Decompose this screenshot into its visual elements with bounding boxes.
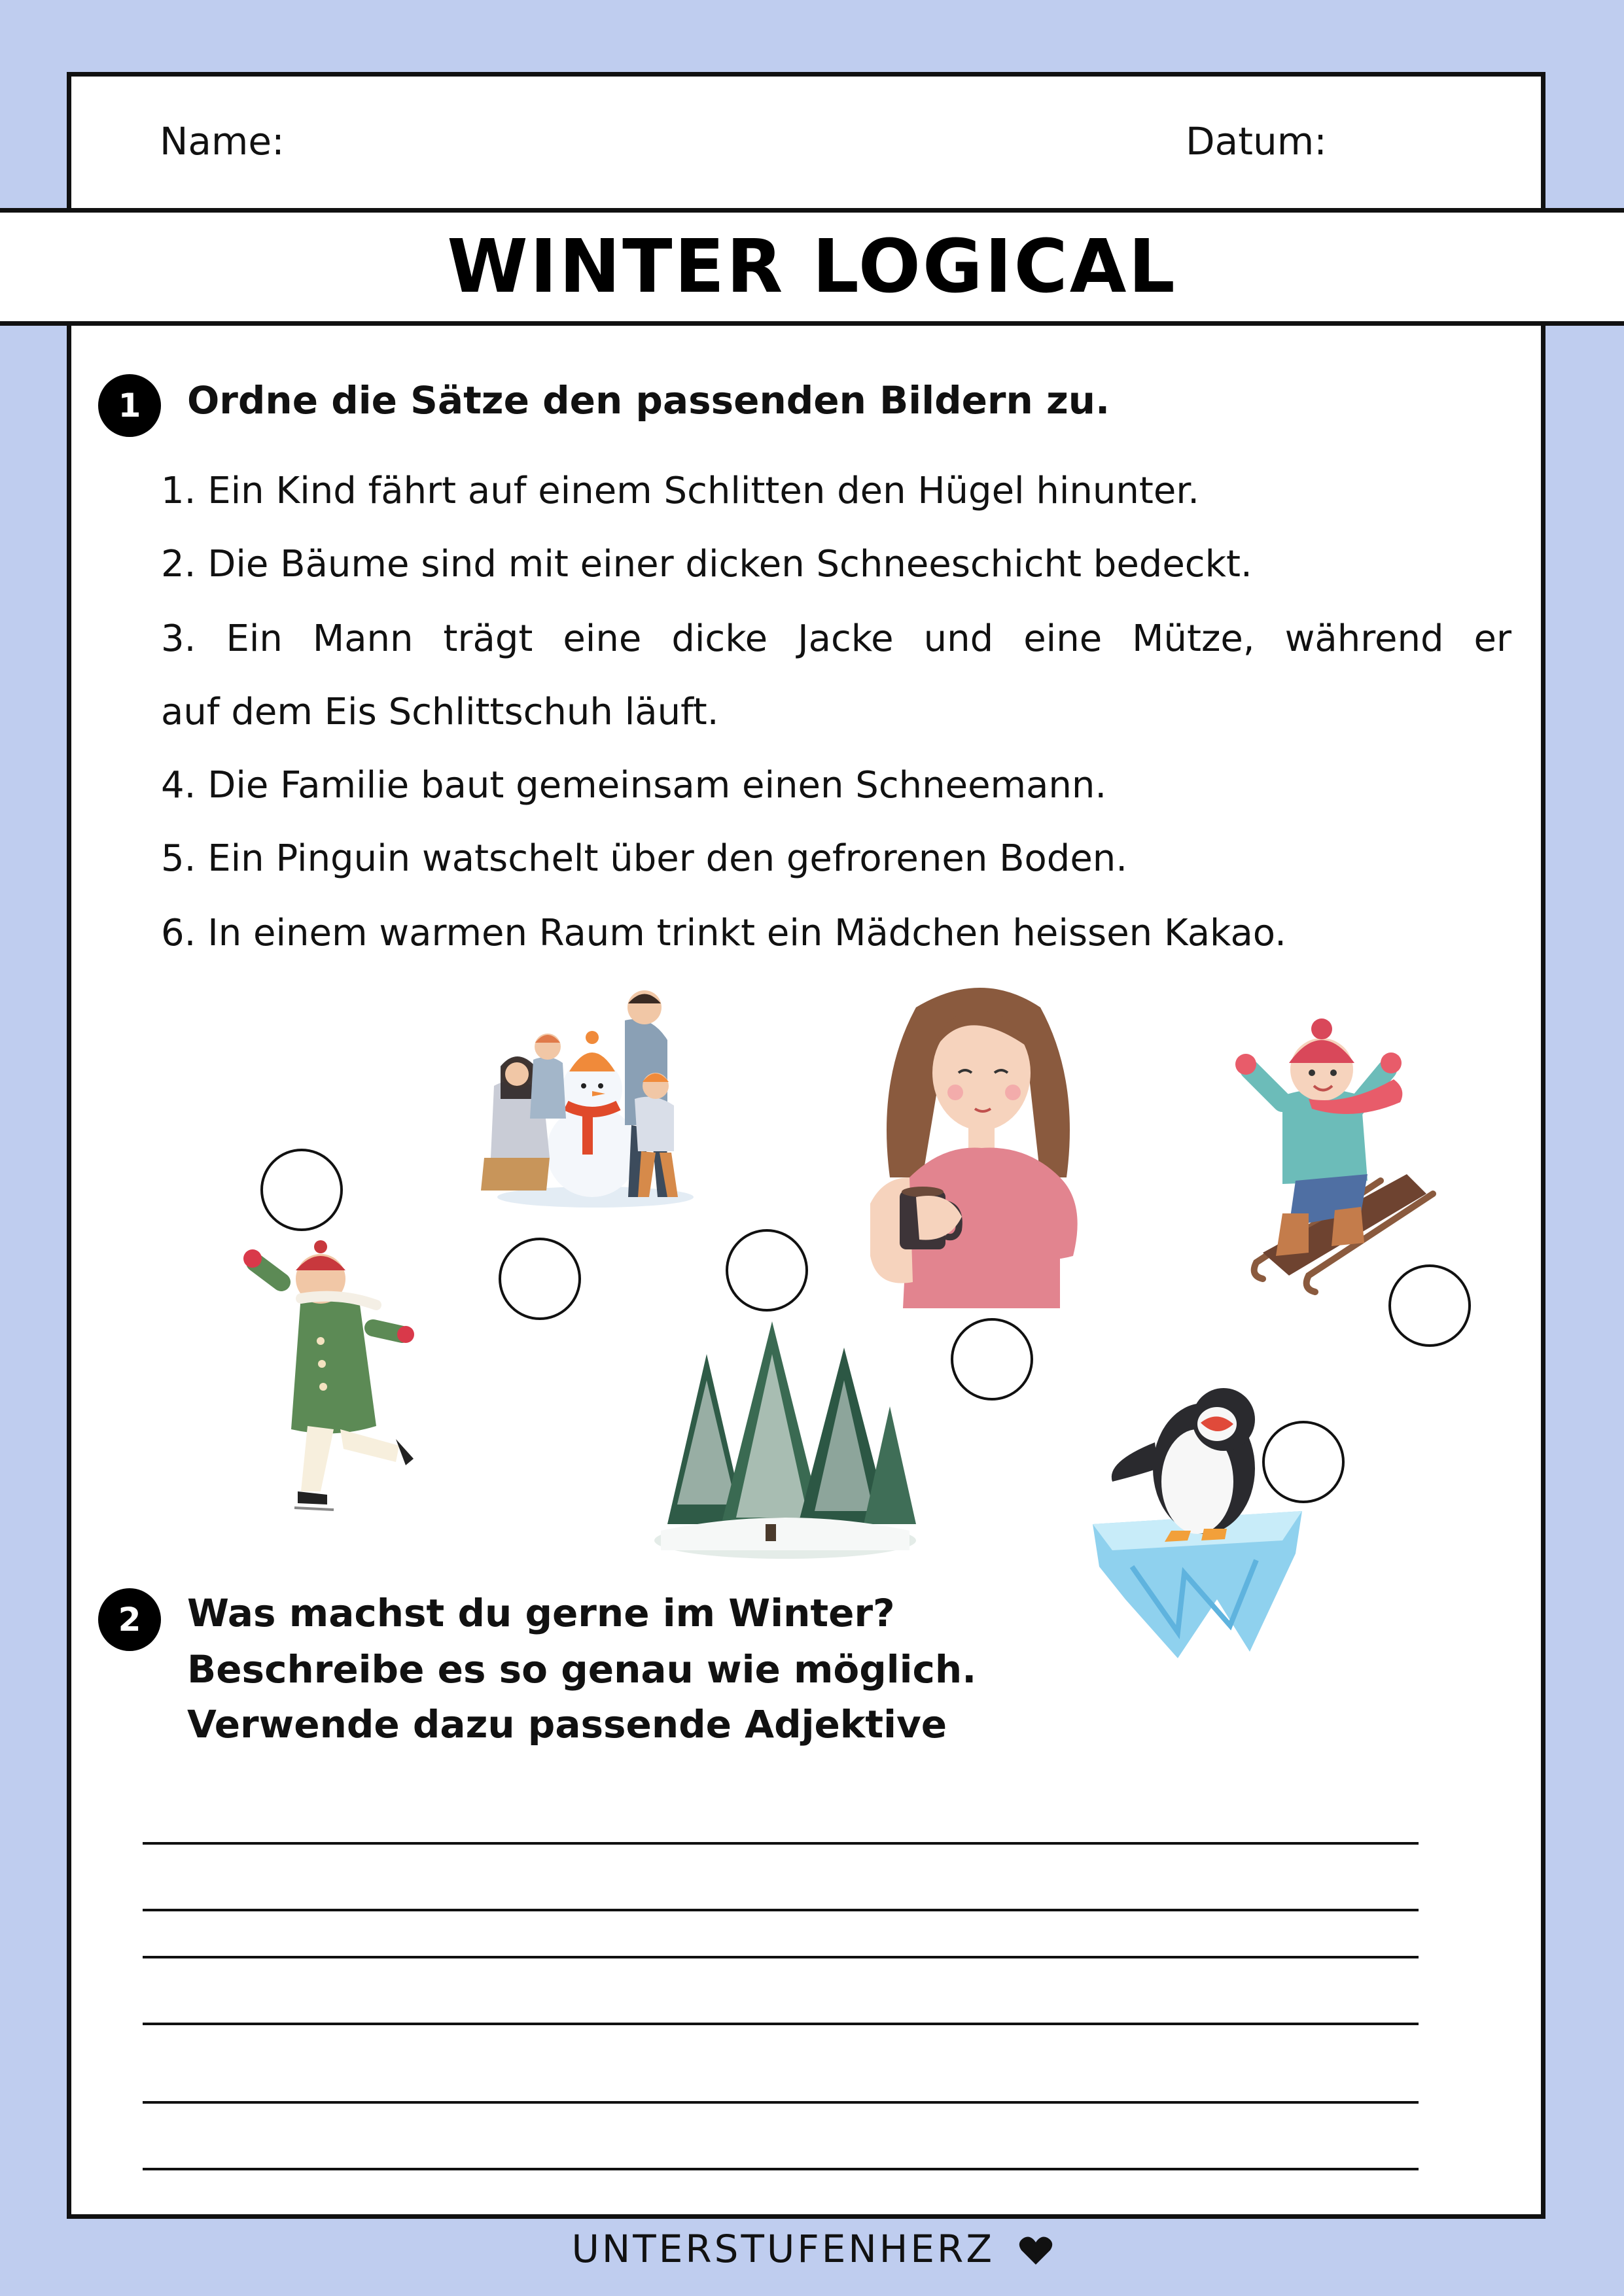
title-band bbox=[0, 208, 1624, 326]
date-label: Datum: bbox=[1186, 119, 1327, 164]
answer-circle-penguin[interactable] bbox=[1262, 1421, 1345, 1503]
child-sled-illustration bbox=[1237, 1017, 1459, 1305]
task2-line-2: Beschreibe es so genau wie möglich. bbox=[187, 1647, 977, 1692]
sentence-4: 4. Die Familie baut gemeinsam einen Schneemann. bbox=[161, 764, 1107, 807]
answer-circle-trees[interactable] bbox=[726, 1229, 808, 1312]
writing-line[interactable] bbox=[143, 1842, 1419, 1845]
writing-line[interactable] bbox=[143, 1909, 1419, 1911]
family-snowman-illustration bbox=[478, 981, 713, 1210]
girl-cocoa-illustration bbox=[864, 981, 1099, 1308]
answer-circle-family[interactable] bbox=[499, 1238, 581, 1320]
page-title: WINTER LOGICAL bbox=[447, 224, 1177, 309]
snowy-trees-illustration bbox=[648, 1308, 923, 1563]
sentence-3-line-1: 3. Ein Mann trägt eine dicke Jacke und eine Mütze, während er bbox=[161, 617, 1511, 660]
sentence-6: 6. In einem warmen Raum trinkt ein Mädchen heissen Kakao. bbox=[161, 912, 1286, 954]
sentence-3-line-2: auf dem Eis Schlittschuh läuft. bbox=[161, 691, 719, 733]
answer-circle-skater[interactable] bbox=[260, 1149, 343, 1231]
answer-circle-sled[interactable] bbox=[1388, 1264, 1471, 1347]
task2-line-3: Verwende dazu passende Adjektive bbox=[187, 1702, 947, 1747]
sentence-1: 1. Ein Kind fährt auf einem Schlitten den Hügel hinunter. bbox=[161, 470, 1200, 512]
sentence-2: 2. Die Bäume sind mit einer dicken Schneeschicht bedeckt. bbox=[161, 543, 1252, 585]
footer-brand: UNTERSTUFENHERZ bbox=[571, 2227, 995, 2271]
writing-line[interactable] bbox=[143, 2168, 1419, 2170]
sentence-5: 5. Ein Pinguin watschelt über den gefrorenen Boden. bbox=[161, 837, 1128, 880]
task1-instruction: Ordne die Sätze den passenden Bildern zu. bbox=[187, 378, 1110, 423]
task2-line-1: Was machst du gerne im Winter? bbox=[187, 1591, 895, 1635]
task1-number-badge: 1 bbox=[98, 374, 161, 437]
footer bbox=[0, 2227, 1624, 2271]
heart-icon bbox=[1019, 2236, 1053, 2266]
name-label: Name: bbox=[160, 119, 285, 164]
ice-skater-illustration bbox=[242, 1243, 438, 1524]
writing-line[interactable] bbox=[143, 1956, 1419, 1958]
answer-circle-girl[interactable] bbox=[951, 1318, 1033, 1400]
writing-line[interactable] bbox=[143, 2023, 1419, 2025]
writing-line[interactable] bbox=[143, 2101, 1419, 2104]
task2-number-badge: 2 bbox=[98, 1588, 161, 1651]
penguin-iceberg-illustration bbox=[1086, 1383, 1309, 1665]
